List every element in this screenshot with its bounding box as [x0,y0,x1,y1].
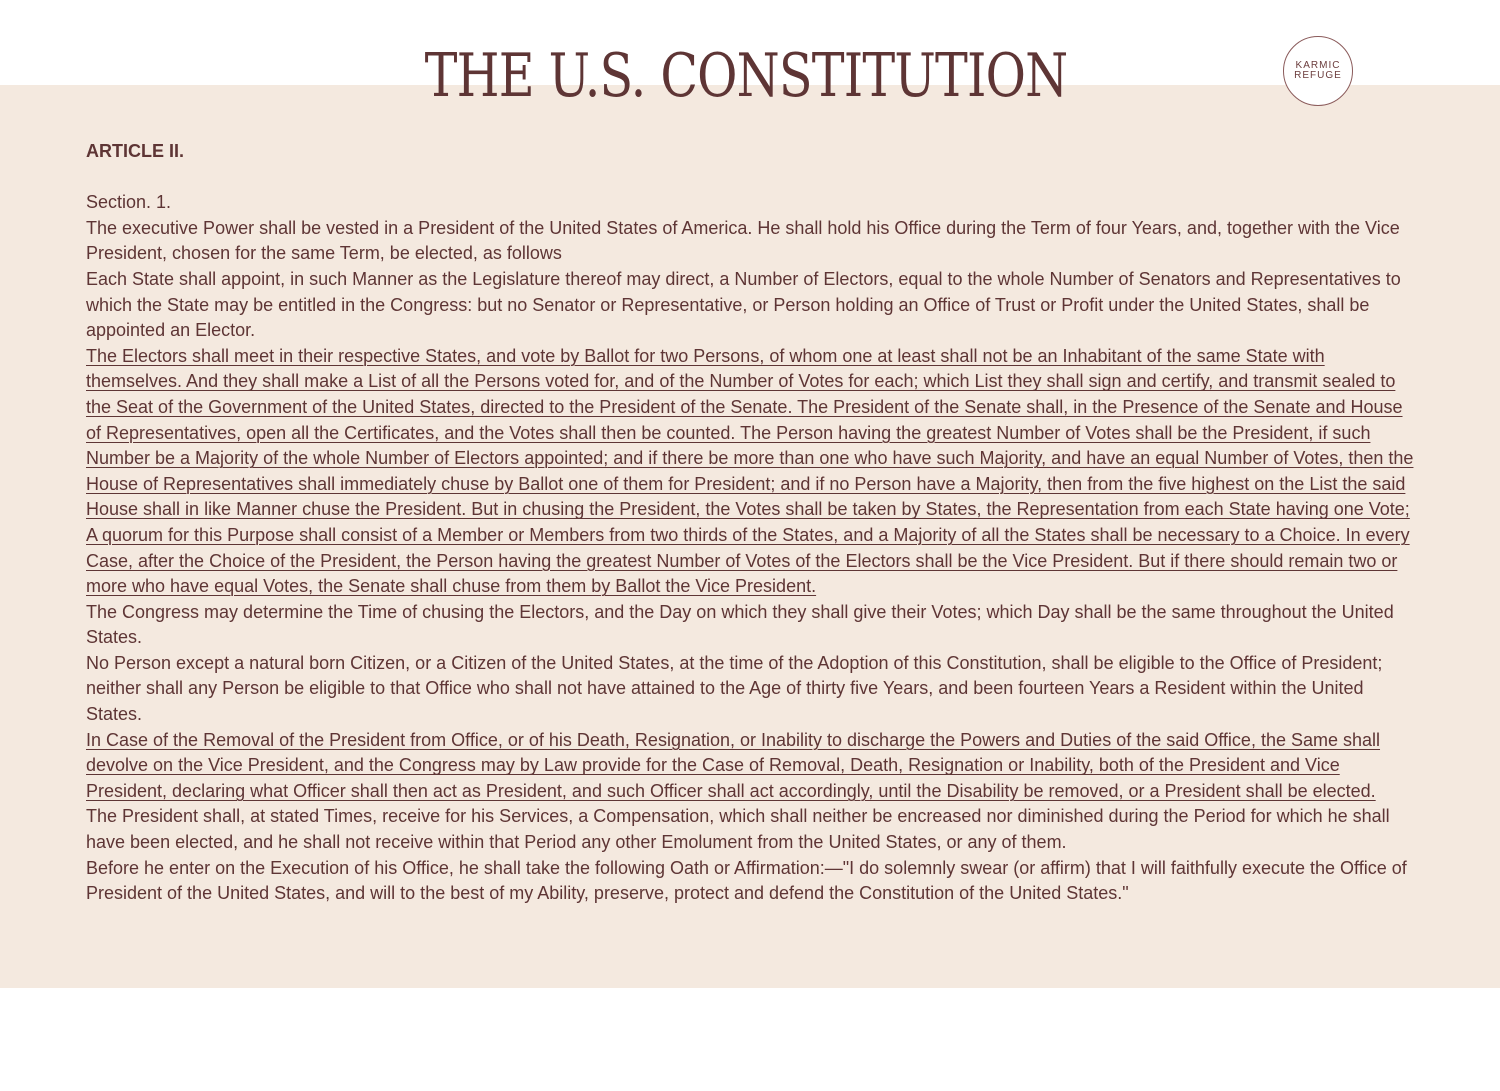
paragraph: The Congress may determine the Time of chusing the Electors, and the Day on which they shall give their Votes; which Day shall be the same throughout the United States. [86,601,1394,648]
page-title: THE U.S. CONSTITUTION [424,41,1068,111]
paragraph: The Electors shall meet in their respective States, and vote by Ballot for two Persons, of whom one at least shall not be an Inhabitant of the same State with themselves. And they shall make a List of all the Persons voted for, and of the Number of Votes for each; which List they shall sign and certify, and transmit sealed to the Seat of the Government of the United States, directed to the President of the Senate. The President of the Senate shall, in the Presence of the Senate and House of Representatives, open all the Certificates, and the Votes shall then be counted. The Person having the greatest Number of Votes shall be the President, if such Number be a Majority of the whole Number of Electors appointed; and if there be more than one who have such Majority, and have an equal Number of Votes, then the House of Representatives shall immediately chuse by Ballot one of them for President; and if no Person have a Majority, then from the five highest on the List the said House shall in like Manner chuse the President. But in chusing the President, the Votes shall be taken by States, the Representation from each State having one Vote; A quorum for this Purpose shall consist of a Member or Members from two thirds of the States, and a Majority of all the States shall be necessary to a Choice. In every Case, after the Choice of the President, the Person having the greatest Number of Votes of the Electors shall be the Vice President. But if there should remain two or more who have equal Votes, the Senate shall chuse from them by Ballot the Vice President. [86,345,1414,597]
paragraph: Each State shall appoint, in such Manner as the Legislature thereof may direct, a Number of Electors, equal to the whole Number of Senators and Representatives to which the State may be entitled in the Congress: but no Senator or Representative, or Person holding an Office of Trust or Profit under the United States, shall be appointed an Elector. [86,268,1401,341]
paragraph: The executive Power shall be vested in a President of the United States of America. He shall hold his Office during the Term of four Years, and, together with the Vice President, chosen for the same Term, be elected, as follows [86,217,1400,264]
logo-line-1: KARMIC [1295,60,1341,71]
paragraph: Before he enter on the Execution of his Office, he shall take the following Oath or Affirmation:—"I do solemnly swear (or affirm) that I will faithfully execute the Office of President of the United States, and will to the best of my Ability, preserve, protect and defend the Constitution of the United States." [86,857,1407,904]
article-heading: ARTICLE II. [86,141,184,161]
paragraph: The President shall, at stated Times, receive for his Services, a Compensation, which shall neither be encreased nor diminished during the Period for which he shall have been elected, and he shall not receive within that Period any other Emolument from the United States, or any of them. [86,806,1390,853]
karmic-refuge-logo [1283,36,1353,106]
section-heading: Section. 1. [86,192,172,213]
document-body [86,139,1416,907]
paragraph: In Case of the Removal of the President from Office, or of his Death, Resignation, or Inability to discharge the Powers and Duties of the said Office, the Same shall devolve on the Vice President, and the Congress may by Law provide for the Case of Removal, Death, Resignation or Inability, both of the President and Vice President, declaring what Officer shall then act as President, and such Officer shall act accordingly, until the Disability be removed, or a President shall be elected. [86,729,1381,801]
paragraph: No Person except a natural born Citizen, or a Citizen of the United States, at the time of the Adoption of this Constitution, shall be eligible to the Office of President; neither shall any Person be eligible to that Office who shall not have attained to the Age of thirty five Years, and been fourteen Years a Resident within the United States. [86,652,1383,725]
logo-line-2: REFUGE [1294,70,1342,81]
